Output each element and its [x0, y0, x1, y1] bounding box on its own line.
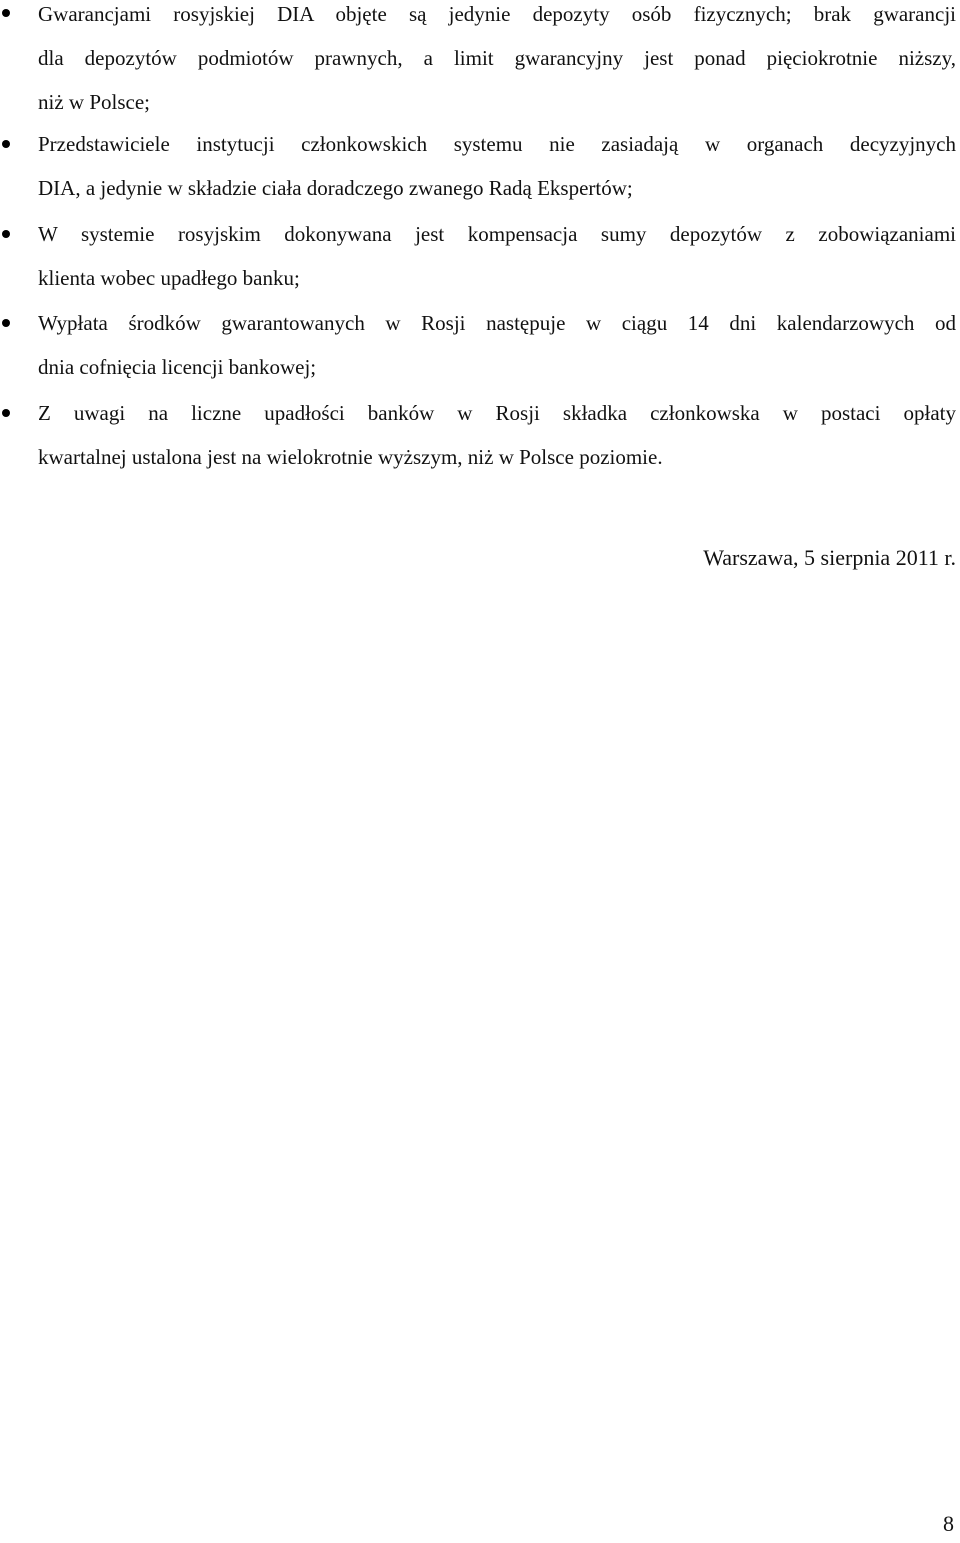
bullet-dot-icon [2, 9, 10, 17]
bullet-dot-icon [2, 319, 10, 327]
bullet-dot-icon [2, 230, 10, 238]
bullet-dot-icon [2, 140, 10, 148]
text-line: Przedstawiciele instytucji członkowskich systemu nie zasiadają w organach decyzyjnych [38, 132, 956, 156]
text-line: DIA, a jedynie w składzie ciała doradczego zwanego Radą Ekspertów; [38, 176, 633, 200]
text-line: niż w Polsce; [38, 90, 150, 114]
text-line: dla depozytów podmiotów prawnych, a limit gwarancyjny jest ponad pięciokrotnie niższy, [38, 46, 956, 70]
text-line: Gwarancjami rosyjskiej DIA objęte są jedynie depozyty osób fizycznych; brak gwarancji [38, 2, 956, 26]
page-number: 8 [943, 1511, 954, 1536]
list-item-text [38, 0, 956, 124]
bullet-dot-icon [2, 409, 10, 417]
list-item-text [38, 122, 956, 210]
list-item-text [38, 301, 956, 389]
text-line: klienta wobec upadłego banku; [38, 266, 300, 290]
place-date-signature: Warszawa, 5 sierpnia 2011 r. [703, 545, 956, 570]
text-line: Z uwagi na liczne upadłości banków w Rosji składka członkowska w postaci opłaty [38, 401, 956, 425]
text-line: kwartalnej ustalona jest na wielokrotnie wyższym, niż w Polsce poziomie. [38, 445, 663, 469]
text-line: W systemie rosyjskim dokonywana jest kompensacja sumy depozytów z zobowiązaniami [38, 222, 956, 246]
list-item-text [38, 391, 956, 479]
text-line: Wypłata środków gwarantowanych w Rosji następuje w ciągu 14 dni kalendarzowych od [38, 311, 956, 335]
list-item-text [38, 212, 956, 300]
text-line: dnia cofnięcia licencji bankowej; [38, 355, 317, 379]
